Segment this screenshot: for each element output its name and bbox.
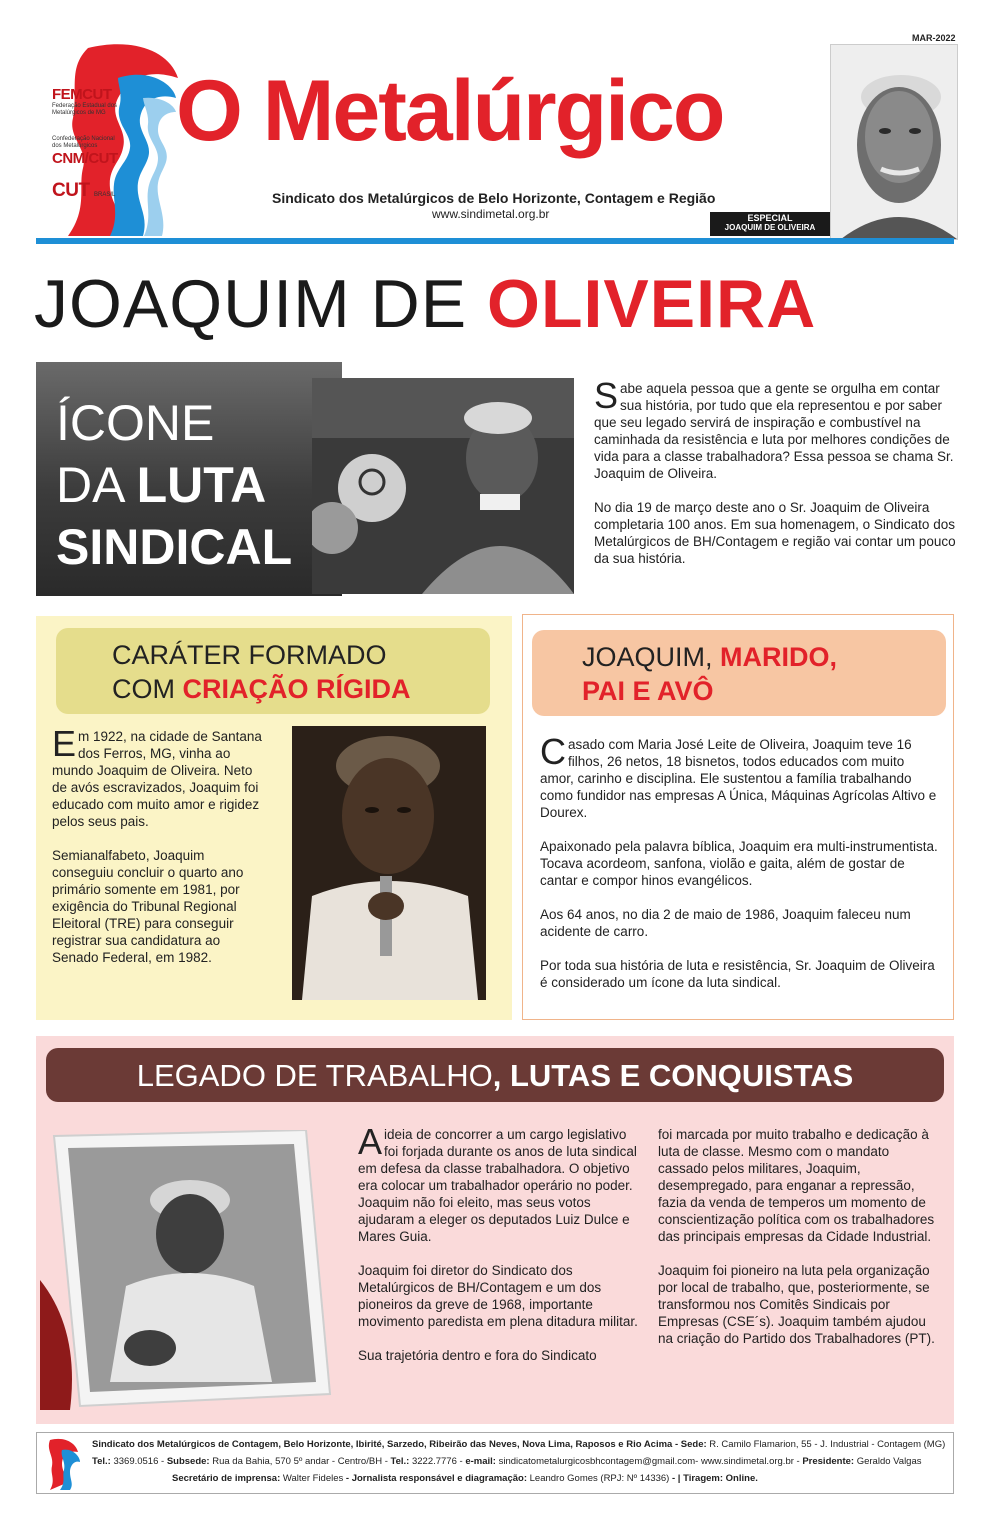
intro-dropcap: S xyxy=(594,375,619,416)
footer-sub: Rua da Bahia, 570 5º andar - Centro/BH - xyxy=(209,1456,391,1467)
footer-l1-bold: Sindicato dos Metalúrgicos de Contagem, Belo Horizonte, Ibirité, Sarzedo, Ribeirão das Neves, Nova Lima, Raposos e Rio Acima - Sede: xyxy=(92,1439,707,1450)
crowd-scene-icon xyxy=(312,378,574,594)
familia-title-line1 xyxy=(582,640,837,674)
footer-sec-label: Secretário de imprensa: xyxy=(172,1473,281,1484)
cnmcut-badge-caption: Confederação Nacional dos Metalúrgicos xyxy=(52,136,115,149)
icone-line3: SINDICAL xyxy=(56,519,293,575)
legado-c2-paragraph-1: foi marcada por muito trabalho e dedicação à luta de classe. Mesmo com o mandato cassado pelos militares, Joaquim, desempregado, para enganar a repressão, fazia da venda de temperos um momento de conscientização política com os trabalhadores das principais empresas da Cidade Industrial. xyxy=(658,1127,935,1244)
legado-c1p1-text: ideia de concorrer a um cargo legislativo foi forjada durante os anos de luta sindical em defesa da classe trabalhadora. O objetivo era colocar um trabalhador operário no poder. Joaquim não foi eleito, mas seus votos ajudaram a eleger os deputados Luiz Dulce e Mares Guia. xyxy=(358,1127,637,1244)
footer-tel2: 3222.7776 - xyxy=(409,1456,466,1467)
carater-title-2b: CRIAÇÃO RÍGIDA xyxy=(182,674,411,704)
footer-sub-label: Subsede: xyxy=(166,1456,210,1467)
masthead-title: O Metalúrgico xyxy=(176,63,724,159)
familia-dropcap: C xyxy=(540,731,566,772)
carater-p1-text: m 1922, na cidade de Santana dos Ferros, MG, vinha ao mundo Joaquim de Oliveira. Neto de avós escravizados, Joaquim foi educado com muito amor e rigidez pelos seus pais. xyxy=(52,729,262,829)
familia-title-1a: JOAQUIM, xyxy=(582,642,721,672)
footer-jor-label: - Jornalista responsável e diagramação: xyxy=(345,1473,527,1484)
issue-date: MAR-2022 xyxy=(912,33,956,43)
carater-text xyxy=(52,723,268,983)
carater-paragraph-2: Semianalfabeto, Joaquim conseguiu concluir o quarto ano primário somente em 1981, por exigência do Tribunal Regional Eleitoral (TRE) para conseguir registrar sua candidatura ao Senado Federal, em 1982. xyxy=(52,848,244,965)
icone-title xyxy=(56,392,292,578)
header-divider xyxy=(36,238,954,244)
carater-dropcap: E xyxy=(52,723,77,764)
footer-email[interactable]: sindicatometalurgicosbhcontagem@gmail.com- www.sindimetal.org.br - xyxy=(495,1456,803,1467)
legado-c1-paragraph-1 xyxy=(358,1121,640,1245)
portrait-photo xyxy=(830,44,958,240)
femcut-badge-label: FEMCUT xyxy=(52,86,112,103)
legado-c1-paragraph-2: Joaquim foi diretor do Sindicato dos Metalúrgicos de BH/Contagem e um dos pioneiros da greve de 1968, importante movimento paredista em plena ditadura militar. xyxy=(358,1263,638,1329)
legado-dropcap: A xyxy=(358,1121,383,1162)
familia-paragraph-1 xyxy=(540,731,940,821)
intro-p1-text: abe aquela pessoa que a gente se orgulha em contar sua história, por tudo que ela representou e por saber que seu legado servirá de inspiração e combustível na caminhada da resistência e luta por melhores condições de vida para a classe trabalhadora? Essa pessoa se chama Sr. Joaquim de Oliveira. xyxy=(594,381,954,481)
footer-tel2-label: Tel.: xyxy=(390,1456,410,1467)
icone-line1: ÍCONE xyxy=(56,395,215,451)
familia-paragraph-3: Aos 64 anos, no dia 2 de maio de 1986, Joaquim faleceu num acidente de carro. xyxy=(540,907,911,939)
footer-pres: Geraldo Valgas xyxy=(854,1456,922,1467)
cut-badge xyxy=(52,180,122,202)
footer-line-3 xyxy=(172,1472,758,1485)
seated-man-icon xyxy=(40,1130,340,1410)
portrait-face-icon xyxy=(831,45,957,239)
carater-title-line1: CARÁTER FORMADO xyxy=(112,640,387,670)
footer-logo xyxy=(42,1436,82,1490)
website-link[interactable]: www.sindimetal.org.br xyxy=(432,207,550,221)
footer-email-label: e-mail: xyxy=(465,1456,496,1467)
intro-paragraph-1 xyxy=(594,375,956,482)
masthead-subtitle: Sindicato dos Metalúrgicos de Belo Horizonte, Contagem e Região xyxy=(272,190,716,206)
familia-p1-text: asado com Maria José Leite de Oliveira, Joaquim teve 16 filhos, 26 netos, 18 bisnetos, todos educados com muito amor, carinho e disciplina. Ele sustentou a família trabalhando como fundidor nas empresas A Única, Máquinas Agrícolas Altivo e Dourex. xyxy=(540,737,937,820)
special-edition-tag xyxy=(710,212,830,236)
familia-text xyxy=(540,731,940,1008)
footer-tiragem: - | Tiragem: Online. xyxy=(671,1473,758,1484)
femcut-badge xyxy=(52,86,122,117)
intro-paragraph-2: No dia 19 de março deste ano o Sr. Joaquim de Oliveira completaria 100 anos. Em sua homenagem, o Sindicato dos Metalúrgicos de BH/Contagem e região vai contar um pouco da sua história. xyxy=(594,500,956,566)
carater-paragraph-1 xyxy=(52,723,268,830)
crowd-photo xyxy=(312,378,574,594)
carater-title xyxy=(112,638,411,706)
cnmcut-badge xyxy=(52,136,122,167)
headline-part1: JOAQUIM DE xyxy=(34,266,488,342)
carater-title-line2 xyxy=(112,672,411,706)
footer-pres-label: Presidente: xyxy=(802,1456,855,1467)
familia-paragraph-2: Apaixonado pela palavra bíblica, Joaquim era multi-instrumentista. Tocava acordeom, sanfona, violão e gaita, além de gostar de cantar e compor hinos evangélicos. xyxy=(540,839,938,888)
legado-title-a: LEGADO DE TRABALHO xyxy=(136,1058,493,1093)
legado-column-1 xyxy=(358,1121,640,1381)
familia-title xyxy=(582,640,837,708)
familia-title-line2: PAI E AVÔ xyxy=(582,676,714,706)
cut-badge-label: CUT xyxy=(52,180,90,201)
legado-title xyxy=(46,1058,944,1094)
footer-tel: 3369.0516 - xyxy=(110,1456,167,1467)
legado-column-2 xyxy=(658,1126,940,1364)
footer-line-2 xyxy=(92,1455,922,1468)
legado-c1-paragraph-3: Sua trajetória dentro e fora do Sindicato xyxy=(358,1348,597,1363)
cnmcut-badge-label: CNM/CUT xyxy=(52,150,118,167)
seated-man-photo xyxy=(40,1130,340,1410)
footer-profile-icon xyxy=(42,1436,82,1490)
footer-jor: Leandro Gomes (RPJ: Nº 14336) xyxy=(527,1473,672,1484)
footer-l1-reg: R. Camilo Flamarion, 55 - J. Industrial - Contagem (MG) xyxy=(706,1439,946,1450)
cut-badge-caption: BRASIL xyxy=(94,192,116,198)
special-name: JOAQUIM DE OLIVEIRA xyxy=(724,223,816,232)
footer-tel-label: Tel.: xyxy=(92,1456,111,1467)
femcut-badge-caption: Federação Estadual dos Metalúrgicos de MG xyxy=(52,103,118,116)
legado-c2-paragraph-2: Joaquim foi pioneiro na luta pela organização por local de trabalho, que, posteriormente, se transformou nos Comitês Sindicais por Empresas (CSE´s). Joaquim também ajudou na criação do Partido dos Trabalhadores (PT). xyxy=(658,1263,935,1346)
intro-text xyxy=(594,375,956,584)
icone-line2b: LUTA xyxy=(136,457,267,513)
carater-title-2a: COM xyxy=(112,674,183,704)
main-headline xyxy=(34,266,954,342)
icone-line2 xyxy=(56,454,292,516)
familia-paragraph-4: Por toda sua história de luta e resistência, Sr. Joaquim de Oliveira é considerado um ícone da luta sindical. xyxy=(540,958,935,990)
man-with-microphone-icon xyxy=(292,726,486,1000)
legado-title-b: , LUTAS E CONQUISTAS xyxy=(492,1058,854,1093)
familia-title-1b: MARIDO, xyxy=(720,642,838,672)
special-label: ESPECIAL xyxy=(747,213,793,223)
headline-part2: OLIVEIRA xyxy=(487,266,817,342)
microphone-photo xyxy=(292,726,486,1000)
footer-line-1 xyxy=(92,1438,945,1451)
icone-line2a: DA xyxy=(56,457,137,513)
footer-sec: Walter Fideles xyxy=(280,1473,346,1484)
